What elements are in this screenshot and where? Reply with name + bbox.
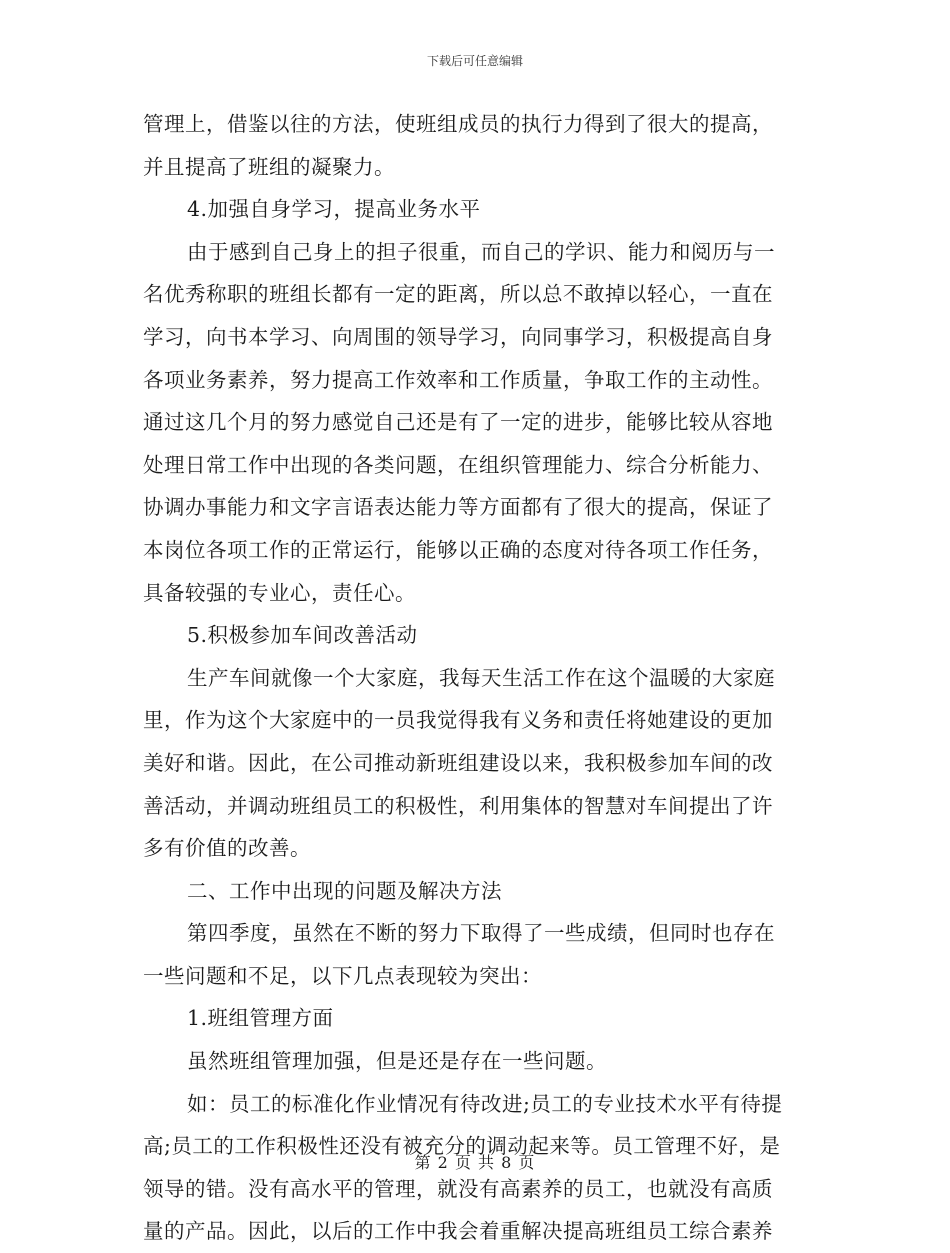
body-line: 善活动，并调动班组员工的积极性，利用集体的智慧对车间提出了许 <box>143 793 773 818</box>
paragraph-start-line: 由于感到自己身上的担子很重，而自己的学识、能力和阅历与一 <box>187 239 775 264</box>
section-heading: 二、工作中出现的问题及解决方法 <box>187 878 502 903</box>
body-line: 通过这几个月的努力感觉自己还是有了一定的进步，能够比较从容地 <box>143 410 773 435</box>
section-heading: 5.积极参加车间改善活动 <box>187 623 418 648</box>
body-line: 管理上，借鉴以往的方法，使班组成员的执行力得到了很大的提高， <box>143 112 773 136</box>
document-body <box>143 103 805 1253</box>
body-line: 具备较强的专业心，责任心。 <box>143 580 416 605</box>
paragraph-start-line: 虽然班组管理加强，但是还是存在一些问题。 <box>187 1049 607 1074</box>
body-line: 里，作为这个大家庭中的一员我觉得我有义务和责任将她建设的更加 <box>143 708 773 733</box>
body-line: 高;员工的工作积极性还没有被充分的调动起来等。员工管理不好，是 <box>143 1134 781 1159</box>
paragraph-start-line: 如：员工的标准化作业情况有待改进;员工的专业技术水平有待提 <box>187 1091 783 1116</box>
body-line: 一些问题和不足，以下几点表现较为突出： <box>143 963 542 988</box>
paragraph-start-line: 生产车间就像一个大家庭，我每天生活工作在这个温暖的大家庭 <box>187 665 775 690</box>
paragraph-start-line: 第四季度，虽然在不断的努力下取得了一些成绩，但同时也存在 <box>187 921 775 946</box>
body-line: 处理日常工作中出现的各类问题，在组织管理能力、综合分析能力、 <box>143 452 773 477</box>
section-heading: 4.加强自身学习，提高业务水平 <box>187 197 481 222</box>
body-line: 并且提高了班组的凝聚力。 <box>143 154 395 179</box>
page-number-footer: 第 2 页 共 8 页 <box>414 1153 536 1172</box>
body-line: 学习，向书本学习、向周围的领导学习，向同事学习，积极提高自身 <box>143 324 773 349</box>
body-line: 协调办事能力和文字言语表达能力等方面都有了很大的提高，保证了 <box>143 495 773 520</box>
body-line: 多有价值的改善。 <box>143 836 311 861</box>
body-line: 名优秀称职的班组长都有一定的距离，所以总不敢掉以轻心，一直在 <box>143 282 773 307</box>
section-heading: 1.班组管理方面 <box>187 1006 334 1031</box>
body-line: 量的产品。因此，以后的工作中我会着重解决提高班组员工综合素养 <box>143 1219 773 1244</box>
body-line: 领导的错。没有高水平的管理，就没有高素养的员工，也就没有高质 <box>143 1176 773 1201</box>
body-line: 各项业务素养，努力提高工作效率和工作质量，争取工作的主动性。 <box>143 367 773 392</box>
page-header: 下载后可任意编辑 <box>426 54 523 68</box>
body-line: 本岗位各项工作的正常运行，能够以正确的态度对待各项工作任务， <box>143 537 773 562</box>
body-line: 美好和谐。因此，在公司推动新班组建设以来，我积极参加车间的改 <box>143 750 773 775</box>
